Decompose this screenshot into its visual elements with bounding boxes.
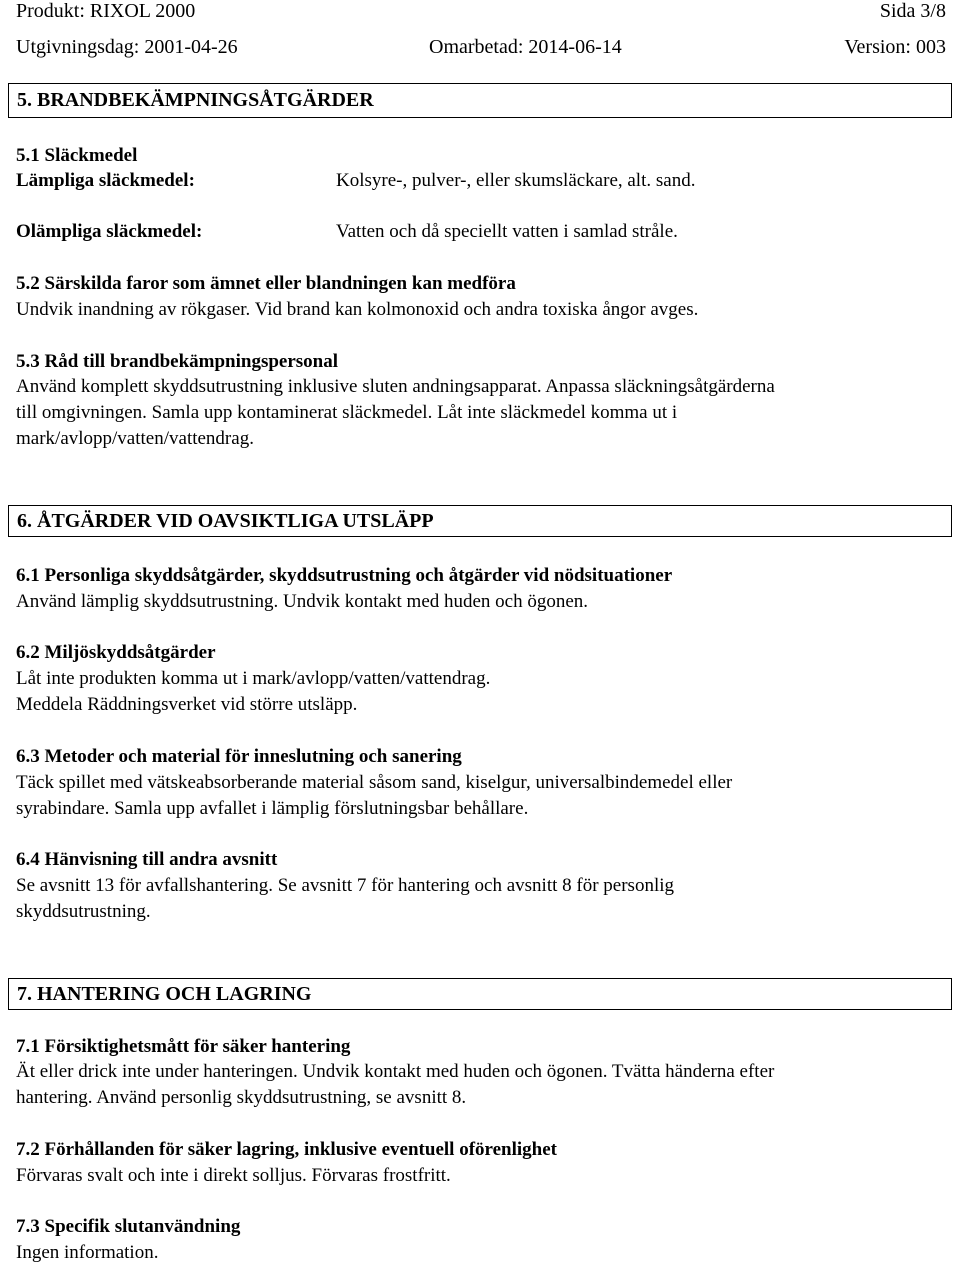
- subsection-7-1-title: 7.1 Försiktighetsmått för säker hantering: [16, 1036, 351, 1057]
- page-number: Sida 3/8: [879, 0, 946, 22]
- section-7-heading: [8, 978, 952, 1010]
- section-5-heading: [8, 83, 952, 118]
- subsection-6-2-title: 6.2 Miljöskyddsåtgärder: [16, 642, 216, 663]
- subsection-7-1-text-2: hantering. Använd personlig skyddsutrustning, se avsnitt 8.: [16, 1087, 467, 1108]
- subsection-6-1-title: 6.1 Personliga skyddsåtgärder, skyddsutrustning och åtgärder vid nödsituationer: [16, 565, 673, 586]
- subsection-5-1-title: 5.1 Släckmedel: [16, 145, 138, 166]
- suitable-agents-value: Kolsyre-, pulver-, eller skumsläckare, alt. sand.: [336, 170, 696, 191]
- section-7-title: 7. HANTERING OCH LAGRING: [17, 982, 312, 1005]
- header-row-1: [16, 0, 946, 26]
- revision-date: Omarbetad: 2014-06-14: [429, 36, 622, 58]
- subsection-5-3-text-3: mark/avlopp/vatten/vattendrag.: [16, 428, 254, 449]
- section-6-heading: [8, 505, 952, 537]
- unsuitable-agents-value: Vatten och då speciellt vatten i samlad stråle.: [336, 221, 678, 242]
- subsection-7-3-text: Ingen information.: [16, 1242, 159, 1263]
- unsuitable-agents-label: Olämpliga släckmedel:: [16, 221, 203, 242]
- subsection-5-2-title: 5.2 Särskilda faror som ämnet eller blandningen kan medföra: [16, 273, 516, 294]
- section-5-title: 5. BRANDBEKÄMPNINGSÅTGÄRDER: [17, 89, 374, 111]
- product-name: Produkt: RIXOL 2000: [16, 0, 196, 22]
- header-row-2: [16, 36, 946, 62]
- subsection-5-3-text-2: till omgivningen. Samla upp kontaminerat släckmedel. Låt inte släckmedel komma ut i: [16, 402, 678, 423]
- subsection-5-3-text-1: Använd komplett skyddsutrustning inklusive sluten andningsapparat. Anpassa släckningsåtgärderna: [16, 376, 775, 397]
- subsection-6-4-title: 6.4 Hänvisning till andra avsnitt: [16, 849, 278, 870]
- issue-date: Utgivningsdag: 2001-04-26: [16, 36, 238, 58]
- subsection-7-2-text: Förvaras svalt och inte i direkt solljus. Förvaras frostfritt.: [16, 1165, 451, 1186]
- subsection-6-3-text-1: Täck spillet med vätskeabsorberande material såsom sand, kiselgur, universalbindemedel eller: [16, 772, 733, 793]
- subsection-6-4-text-2: skyddsutrustning.: [16, 901, 151, 922]
- subsection-6-2-text-1: Låt inte produkten komma ut i mark/avlopp/vatten/vattendrag.: [16, 668, 491, 689]
- subsection-6-4-text-1: Se avsnitt 13 för avfallshantering. Se avsnitt 7 för hantering och avsnitt 8 för personlig: [16, 875, 674, 896]
- subsection-7-2-title: 7.2 Förhållanden för säker lagring, inklusive eventuell oförenlighet: [16, 1139, 557, 1160]
- subsection-6-2-text-2: Meddela Räddningsverket vid större utsläpp.: [16, 694, 358, 715]
- subsection-7-1-text-1: Ät eller drick inte under hanteringen. Undvik kontakt med huden och ögonen. Tvätta händerna efter: [16, 1061, 775, 1082]
- subsection-7-3-title: 7.3 Specifik slutanvändning: [16, 1216, 241, 1237]
- subsection-6-1-text: Använd lämplig skyddsutrustning. Undvik kontakt med huden och ögonen.: [16, 591, 589, 612]
- section-6-title: 6. ÅTGÄRDER VID OAVSIKTLIGA UTSLÄPP: [17, 509, 434, 532]
- subsection-6-3-text-2: syrabindare. Samla upp avfallet i lämplig förslutningsbar behållare.: [16, 798, 529, 819]
- version-label: Version: 003: [844, 36, 946, 58]
- subsection-6-3-title: 6.3 Metoder och material för inneslutning och sanering: [16, 746, 462, 767]
- subsection-5-2-text: Undvik inandning av rökgaser. Vid brand kan kolmonoxid och andra toxiska ångor avges.: [16, 299, 699, 320]
- subsection-5-3-title: 5.3 Råd till brandbekämpningspersonal: [16, 351, 339, 372]
- suitable-agents-label: Lämpliga släckmedel:: [16, 170, 195, 191]
